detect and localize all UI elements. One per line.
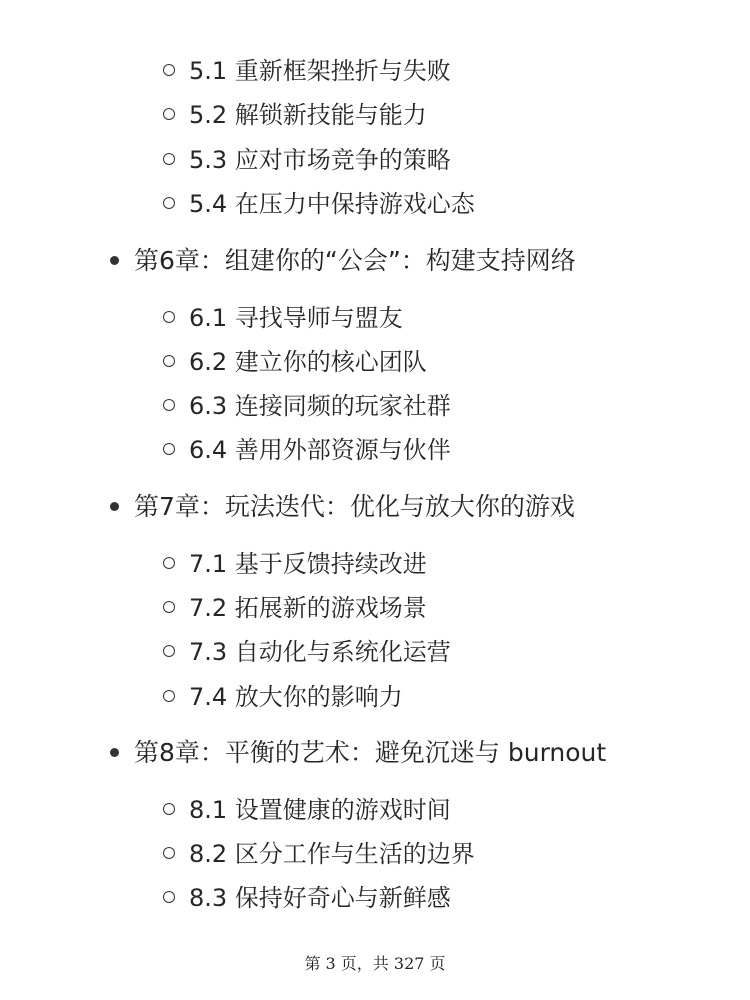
item-text: 8.3 保持好奇心与新鲜感 — [189, 884, 451, 912]
item-text: 8.1 设置健康的游戏时间 — [189, 796, 451, 824]
filled-bullet-icon — [110, 502, 119, 511]
hollow-bullet-icon — [163, 601, 175, 613]
outline-item — [163, 394, 451, 418]
item-text: 5.2 解锁新技能与能力 — [189, 101, 427, 129]
hollow-bullet-icon — [163, 399, 175, 411]
item-text: 6.2 建立你的核心团队 — [189, 348, 427, 376]
chapter-text: 第7章：玩法迭代：优化与放大你的游戏 — [134, 492, 575, 521]
hollow-bullet-icon — [163, 847, 175, 859]
item-text: 6.1 寻找导师与盟友 — [189, 304, 403, 332]
outline-item — [163, 798, 451, 822]
chapter-heading — [110, 494, 575, 519]
chapter-text: 第8章：平衡的艺术：避免沉迷与 burnout — [134, 738, 607, 767]
outline-item — [163, 596, 427, 620]
outline-item — [163, 886, 451, 910]
outline-item — [163, 685, 403, 709]
filled-bullet-icon — [110, 256, 119, 265]
hollow-bullet-icon — [163, 891, 175, 903]
outline-item — [163, 192, 475, 216]
chapter-text: 第6章：组建你的“公会”：构建支持网络 — [134, 246, 576, 275]
page-footer: 第 3 页，共 327 页 — [304, 954, 446, 973]
hollow-bullet-icon — [163, 557, 175, 569]
outline-item — [163, 148, 451, 172]
hollow-bullet-icon — [163, 108, 175, 120]
item-text: 6.4 善用外部资源与伙伴 — [189, 436, 451, 464]
chapter-heading — [110, 740, 606, 765]
item-text: 7.2 拓展新的游戏场景 — [189, 594, 427, 622]
outline-item — [163, 306, 403, 330]
chapter-heading — [110, 248, 576, 273]
outline-item — [163, 640, 451, 664]
outline-item — [163, 103, 427, 127]
hollow-bullet-icon — [163, 197, 175, 209]
hollow-bullet-icon — [163, 64, 175, 76]
hollow-bullet-icon — [163, 803, 175, 815]
outline-item — [163, 350, 427, 374]
filled-bullet-icon — [110, 748, 119, 757]
outline-item — [163, 59, 451, 83]
item-text: 8.2 区分工作与生活的边界 — [189, 840, 475, 868]
item-text: 5.4 在压力中保持游戏心态 — [189, 190, 475, 218]
hollow-bullet-icon — [163, 443, 175, 455]
hollow-bullet-icon — [163, 355, 175, 367]
hollow-bullet-icon — [163, 645, 175, 657]
item-text: 5.1 重新框架挫折与失败 — [189, 57, 451, 85]
outline-item — [163, 552, 427, 576]
item-text: 7.4 放大你的影响力 — [189, 683, 403, 711]
hollow-bullet-icon — [163, 153, 175, 165]
item-text: 7.1 基于反馈持续改进 — [189, 550, 427, 578]
hollow-bullet-icon — [163, 311, 175, 323]
outline-item — [163, 438, 451, 462]
hollow-bullet-icon — [163, 690, 175, 702]
item-text: 7.3 自动化与系统化运营 — [189, 638, 451, 666]
item-text: 5.3 应对市场竞争的策略 — [189, 146, 451, 174]
item-text: 6.3 连接同频的玩家社群 — [189, 392, 451, 420]
outline-item — [163, 842, 475, 866]
